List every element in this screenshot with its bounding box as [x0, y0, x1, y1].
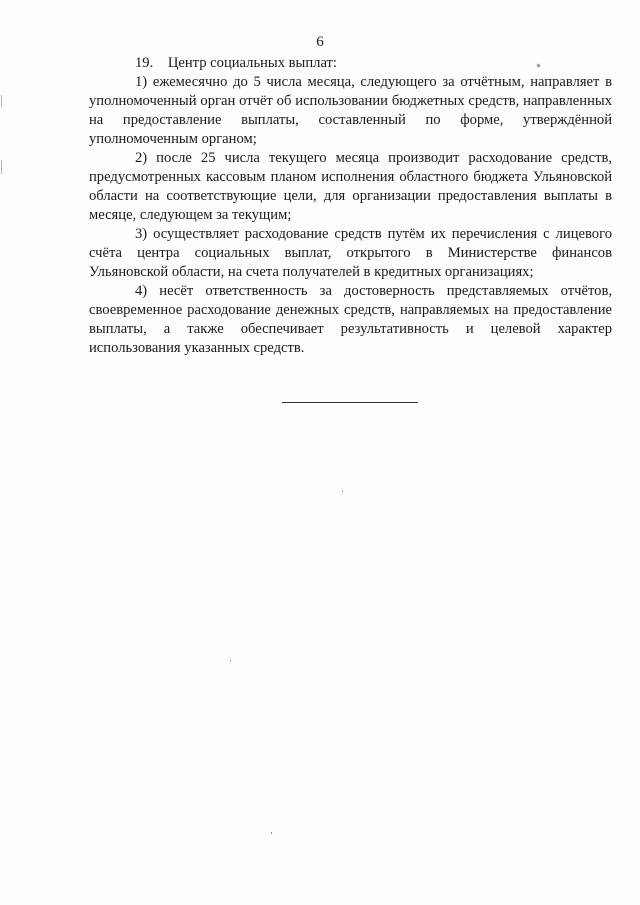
clause-3: 3) осуществляет расходование средств путём их перечисления с лицевого счёта центра социальных выплат, открытого в Министерстве финансов Ульяновской области, на счета получателей в кредитных организациях;	[89, 226, 612, 280]
scan-speck	[230, 660, 231, 662]
scan-speck	[342, 490, 343, 492]
scan-edge-mark	[1, 95, 2, 107]
clause-4: 4) несёт ответственность за достоверность представляемых отчётов, своевременное расходование денежных средств, направляемых на предоставление выплаты, а также обеспечивает результативность и целевой характер использования указанных средств.	[89, 283, 612, 356]
document-body	[89, 54, 612, 358]
scan-edge-mark	[1, 160, 2, 174]
scan-speck	[271, 832, 272, 834]
clause-2: 2) после 25 числа текущего месяца производит расходование средств, предусмотренных кассовым планом исполнения областного бюджета Ульяновской области на соответствующие цели, для организации предоставления выплаты в месяце, следующем за текущим;	[89, 150, 612, 223]
page-number: 6	[316, 34, 324, 50]
end-of-document-rule	[282, 402, 418, 403]
section-title: 19. Центр социальных выплат:	[135, 55, 337, 71]
clause-1: 1) ежемесячно до 5 числа месяца, следующего за отчётным, направляет в уполномоченный орган отчёт об использовании бюджетных средств, направленных на предоставление выплаты, составленный по форме, утверждённой уполномоченным органом;	[89, 74, 612, 147]
